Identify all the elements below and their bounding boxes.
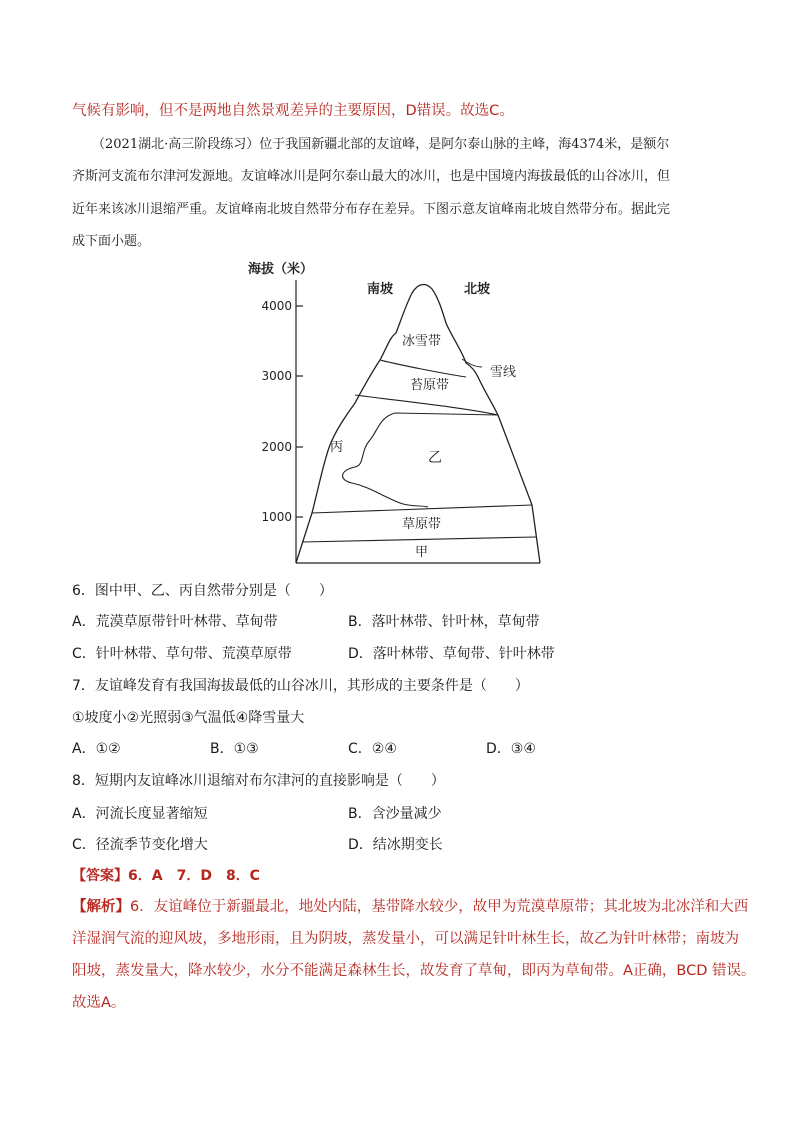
ice-snow-zone-label: 冰雪带: [402, 334, 442, 349]
analysis-line-4: 故选A。: [72, 995, 126, 1011]
question-8-stem: 8．短期内友谊峰冰川退缩对布尔津河的直接影响是（ ）: [72, 773, 445, 789]
tick-label-1000: 1000: [261, 510, 292, 524]
analysis-line-1: [72, 897, 748, 917]
zone-yi-label: 乙: [428, 450, 442, 466]
question-6-option-b[interactable]: B．落叶林带、针叶林，草甸带: [348, 614, 540, 630]
answer-label: 【答案】: [72, 868, 128, 884]
answer-text: 6．A 7．D 8．C: [128, 868, 260, 884]
meadow-forest-boundary: [343, 413, 498, 507]
question-8-option-b[interactable]: B．含沙量减少: [348, 806, 442, 822]
stem-line-4: 成下面小题。: [72, 234, 151, 249]
tundra-zone-label: 苔原带: [410, 378, 450, 393]
tundra-lower-boundary: [355, 395, 498, 415]
zone-jia-label: 甲: [415, 545, 429, 560]
question-6-option-d[interactable]: D．落叶林带、草甸带、针叶林带: [348, 646, 555, 662]
question-6-option-c[interactable]: C．针叶林带、草句带、荒漠草原带: [72, 646, 292, 662]
question-8-option-a[interactable]: A．河流长度显著缩短: [72, 806, 208, 822]
tick-label-4000: 4000: [261, 299, 292, 313]
mountain-zone-diagram: [240, 255, 570, 567]
question-7-option-c[interactable]: C．②④: [348, 741, 397, 757]
analysis-line-2: 洋湿润气流的迎风坡，多地形雨，且为阴坡，蒸发量小，可以满足针叶林生长，故乙为针叶林带；南坡为: [72, 931, 739, 947]
question-8-option-c[interactable]: C．径流季节变化增大: [72, 837, 208, 853]
analysis-line-3: 阳坡，蒸发量大，降水较少，水分不能满足森林生长，故发育了草甸，即丙为草甸带。A正确，BCD 错误。: [72, 963, 756, 979]
snowline-boundary: [380, 360, 466, 377]
zone-bing-label: 丙: [330, 440, 344, 455]
y-axis-title: 海拔（米）: [248, 262, 314, 277]
question-7-stem: 7．友谊峰发育有我国海拔最低的山谷冰川，其形成的主要条件是（ ）: [72, 678, 529, 694]
stem-line-2: 齐斯河支流布尔津河发源地。友谊峰冰川是阿尔泰山最大的冰川，也是中国境内海拔最低的山谷冰川，但: [72, 169, 671, 184]
question-8-option-d[interactable]: D．结冰期变长: [348, 837, 443, 853]
answer-line: [72, 865, 260, 885]
analysis-text-1: 6．友谊峰位于新疆最北，地处内陆，基带降水较少，故甲为荒漠草原带；其北坡为北冰洋和大西: [130, 899, 749, 915]
question-7-conditions: ①坡度小②光照弱③气温低④降雪量大: [72, 710, 305, 726]
north-slope-label: 北坡: [464, 282, 491, 297]
question-7-option-b[interactable]: B．①③: [210, 741, 259, 757]
steppe-lower-boundary: [302, 537, 536, 542]
tick-label-3000: 3000: [261, 369, 292, 383]
steppe-zone-label: 草原带: [402, 517, 442, 532]
stem-line-3: 近年来该冰川退缩严重。友谊峰南北坡自然带分布存在差异。下图示意友谊峰南北坡自然带分布。据此完: [72, 202, 671, 217]
south-slope-label: 南坡: [367, 282, 394, 297]
analysis-label: 【解析】: [72, 899, 130, 915]
question-6-stem: 6．图中甲、乙、丙自然带分别是（ ）: [72, 583, 333, 599]
question-7-option-a[interactable]: A．①②: [72, 741, 121, 757]
stem-line-1: （2021湖北·高三阶段练习）位于我国新疆北部的友谊峰，是阿尔泰山脉的主峰，海4374米，是额尔: [92, 137, 670, 152]
tick-label-2000: 2000: [261, 440, 292, 454]
question-7-option-d[interactable]: D．③④: [486, 741, 536, 757]
intro-line: 气候有影响，但不是两地自然景观差异的主要原因，D错误。故选C。: [72, 103, 514, 119]
snowline-label: 雪线: [490, 365, 517, 380]
question-6-option-a[interactable]: A．荒漠草原带针叶林带、草甸带: [72, 614, 278, 630]
